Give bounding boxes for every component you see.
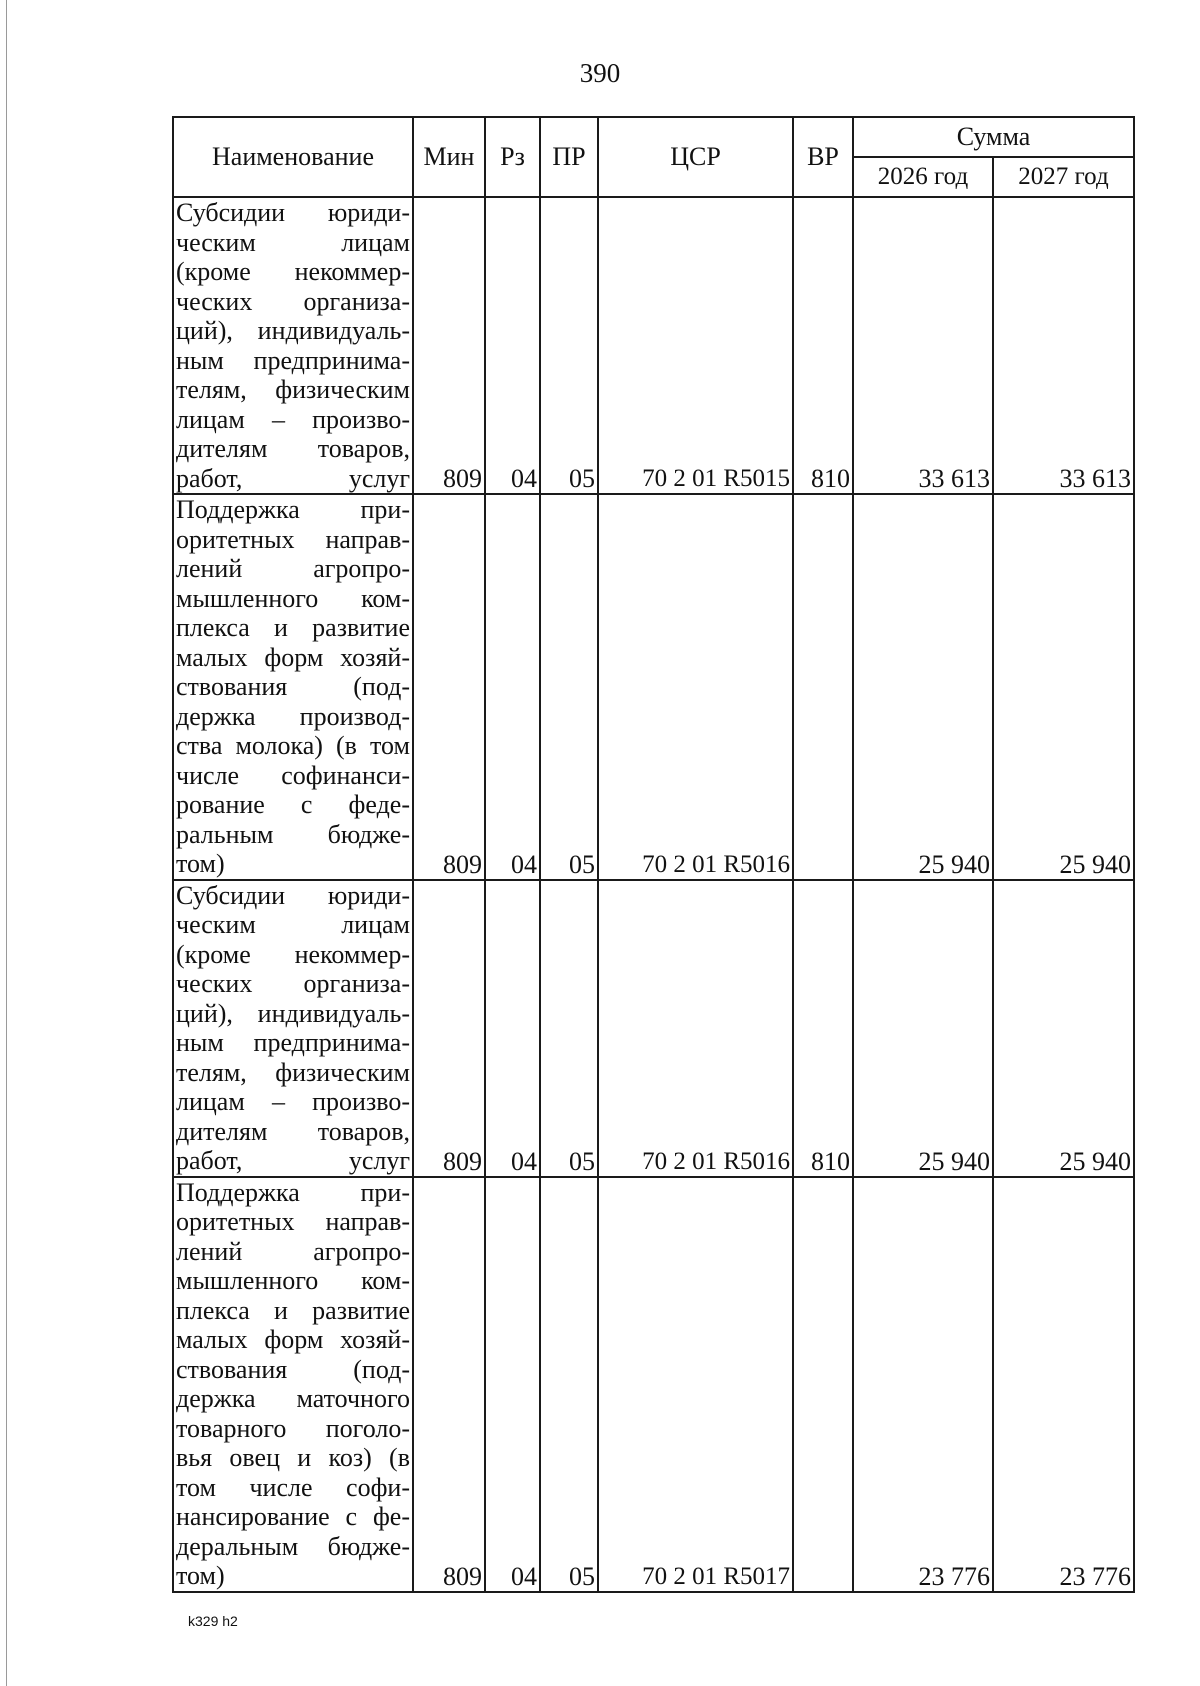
row-pr: 05 bbox=[540, 197, 598, 494]
row-csr: 70 2 01 R5015 bbox=[598, 197, 793, 494]
row-sum-2026: 25 940 bbox=[853, 494, 993, 880]
table-row bbox=[173, 880, 1134, 1177]
row-sum-2026: 25 940 bbox=[853, 880, 993, 1177]
row-sum-2027: 25 940 bbox=[993, 880, 1134, 1177]
header-rz: Рз bbox=[485, 117, 540, 197]
scan-edge-line bbox=[6, 0, 7, 1686]
table-row bbox=[173, 494, 1134, 880]
header-vr: ВР bbox=[793, 117, 853, 197]
header-csr: ЦСР bbox=[598, 117, 793, 197]
row-name: Поддержка при-оритетных направ-лений агропро-мышленного ком-плекса и развитие малых форм хозяй-ствования (под-держка производ-ства молока) (в том числе софинанси-рование с феде-ральным бюдже-том) bbox=[173, 494, 413, 880]
row-csr: 70 2 01 R5017 bbox=[598, 1177, 793, 1592]
header-name: Наименование bbox=[173, 117, 413, 197]
budget-table bbox=[172, 116, 1135, 1593]
header-year-2027: 2027 год bbox=[993, 157, 1134, 197]
row-rz: 04 bbox=[485, 1177, 540, 1592]
row-csr: 70 2 01 R5016 bbox=[598, 880, 793, 1177]
row-min: 809 bbox=[413, 1177, 485, 1592]
row-name: Субсидии юриди-ческим лицам (кроме некоммер-ческих организа-ций), индивидуаль-ным предпринима-телям, физическим лицам – произво-дителям товаров, работ, услуг bbox=[173, 880, 413, 1177]
row-pr: 05 bbox=[540, 494, 598, 880]
footer-code: k329 h2 bbox=[188, 1613, 238, 1629]
table-row bbox=[173, 197, 1134, 494]
row-csr: 70 2 01 R5016 bbox=[598, 494, 793, 880]
table-row bbox=[173, 1177, 1134, 1592]
header-pr: ПР bbox=[540, 117, 598, 197]
row-sum-2027: 33 613 bbox=[993, 197, 1134, 494]
row-rz: 04 bbox=[485, 197, 540, 494]
row-name: Поддержка при-оритетных направ-лений агропро-мышленного ком-плекса и развитие малых форм хозяй-ствования (под-держка маточного товарного поголо-вья овец и коз) (в том числе софи-нансирование с фе-деральным бюдже-том) bbox=[173, 1177, 413, 1592]
row-pr: 05 bbox=[540, 880, 598, 1177]
row-sum-2027: 25 940 bbox=[993, 494, 1134, 880]
row-name: Субсидии юриди-ческим лицам (кроме некоммер-ческих организа-ций), индивидуаль-ным предпринима-телям, физическим лицам – произво-дителям товаров, работ, услуг bbox=[173, 197, 413, 494]
row-sum-2026: 23 776 bbox=[853, 1177, 993, 1592]
row-sum-2026: 33 613 bbox=[853, 197, 993, 494]
row-sum-2027: 23 776 bbox=[993, 1177, 1134, 1592]
row-min: 809 bbox=[413, 880, 485, 1177]
header-sum: Сумма bbox=[853, 117, 1134, 157]
row-vr bbox=[793, 1177, 853, 1592]
row-vr: 810 bbox=[793, 880, 853, 1177]
row-rz: 04 bbox=[485, 880, 540, 1177]
row-vr bbox=[793, 494, 853, 880]
row-rz: 04 bbox=[485, 494, 540, 880]
page-number: 390 bbox=[579, 58, 621, 88]
row-min: 809 bbox=[413, 494, 485, 880]
row-vr: 810 bbox=[793, 197, 853, 494]
header-min: Мин bbox=[413, 117, 485, 197]
row-pr: 05 bbox=[540, 1177, 598, 1592]
header-year-2026: 2026 год bbox=[853, 157, 993, 197]
row-min: 809 bbox=[413, 197, 485, 494]
